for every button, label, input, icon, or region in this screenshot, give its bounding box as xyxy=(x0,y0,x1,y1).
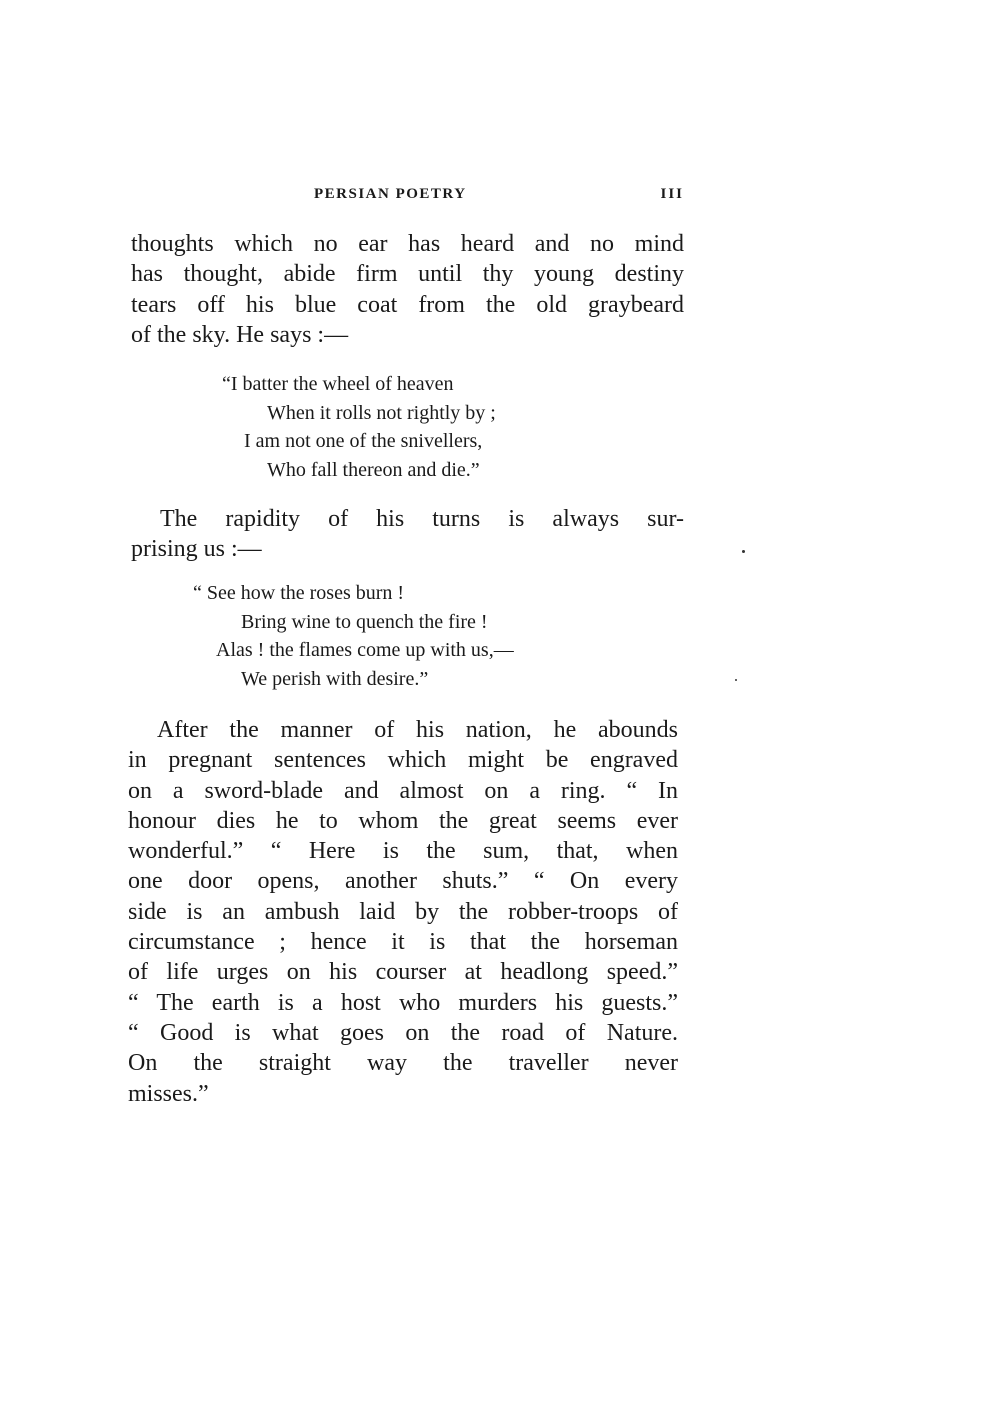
text-line: wonderful.” “ Here is the sum, that, when xyxy=(128,838,678,865)
running-head-title: PERSIAN POETRY xyxy=(314,186,467,202)
text-line: side is an ambush laid by the robber-troops of xyxy=(128,898,678,925)
text-line: “ The earth is a host who murders his guests.” xyxy=(128,989,678,1016)
verse-line: “ See how the roses burn ! xyxy=(193,582,405,604)
text-line: honour dies he to whom the great seems ever xyxy=(128,807,678,834)
verse-2 xyxy=(193,579,514,694)
page-number: III xyxy=(660,186,684,202)
scan-speck xyxy=(742,550,745,553)
text-line: After the manner of his nation, he abounds xyxy=(157,717,678,743)
paragraph-2 xyxy=(131,504,684,565)
text-line: in pregnant sentences which might be engraved xyxy=(128,747,678,774)
text-line: misses.” xyxy=(128,1080,209,1107)
verse-line: “I batter the wheel of heaven xyxy=(222,373,454,395)
text-line: circumstance ; hence it is that the horseman xyxy=(128,929,678,956)
scan-speck xyxy=(735,679,737,681)
verse-line: When it rolls not rightly by ; xyxy=(267,401,496,424)
text-line: tears off his blue coat from the old graybeard xyxy=(131,291,684,318)
verse-1 xyxy=(222,370,496,485)
text-line: has thought, abide firm until thy young destiny xyxy=(131,261,684,288)
text-line: one door opens, another shuts.” “ On every xyxy=(128,868,678,895)
verse-line: Bring wine to quench the fire ! xyxy=(241,610,488,633)
verse-line: We perish with desire.” xyxy=(241,668,429,691)
paragraph-3 xyxy=(128,715,678,1109)
text-line: thoughts which no ear has heard and no mind xyxy=(131,231,684,257)
verse-line: Alas ! the flames come up with us,— xyxy=(216,639,514,662)
text-line: prising us :— xyxy=(131,536,262,563)
text-line: of the sky. He says :— xyxy=(131,321,349,348)
text-line: on a sword-blade and almost on a ring. “ In xyxy=(128,777,678,804)
verse-line: Who fall thereon and die.” xyxy=(267,459,480,482)
verse-line: I am not one of the snivellers, xyxy=(244,430,483,453)
text-line: On the straight way the traveller never xyxy=(128,1050,678,1077)
paragraph-1 xyxy=(131,229,684,350)
text-line: of life urges on his courser at headlong speed.” xyxy=(128,959,678,986)
text-line: “ Good is what goes on the road of Nature. xyxy=(128,1019,678,1046)
text-line: The rapidity of his turns is always sur- xyxy=(160,506,684,532)
